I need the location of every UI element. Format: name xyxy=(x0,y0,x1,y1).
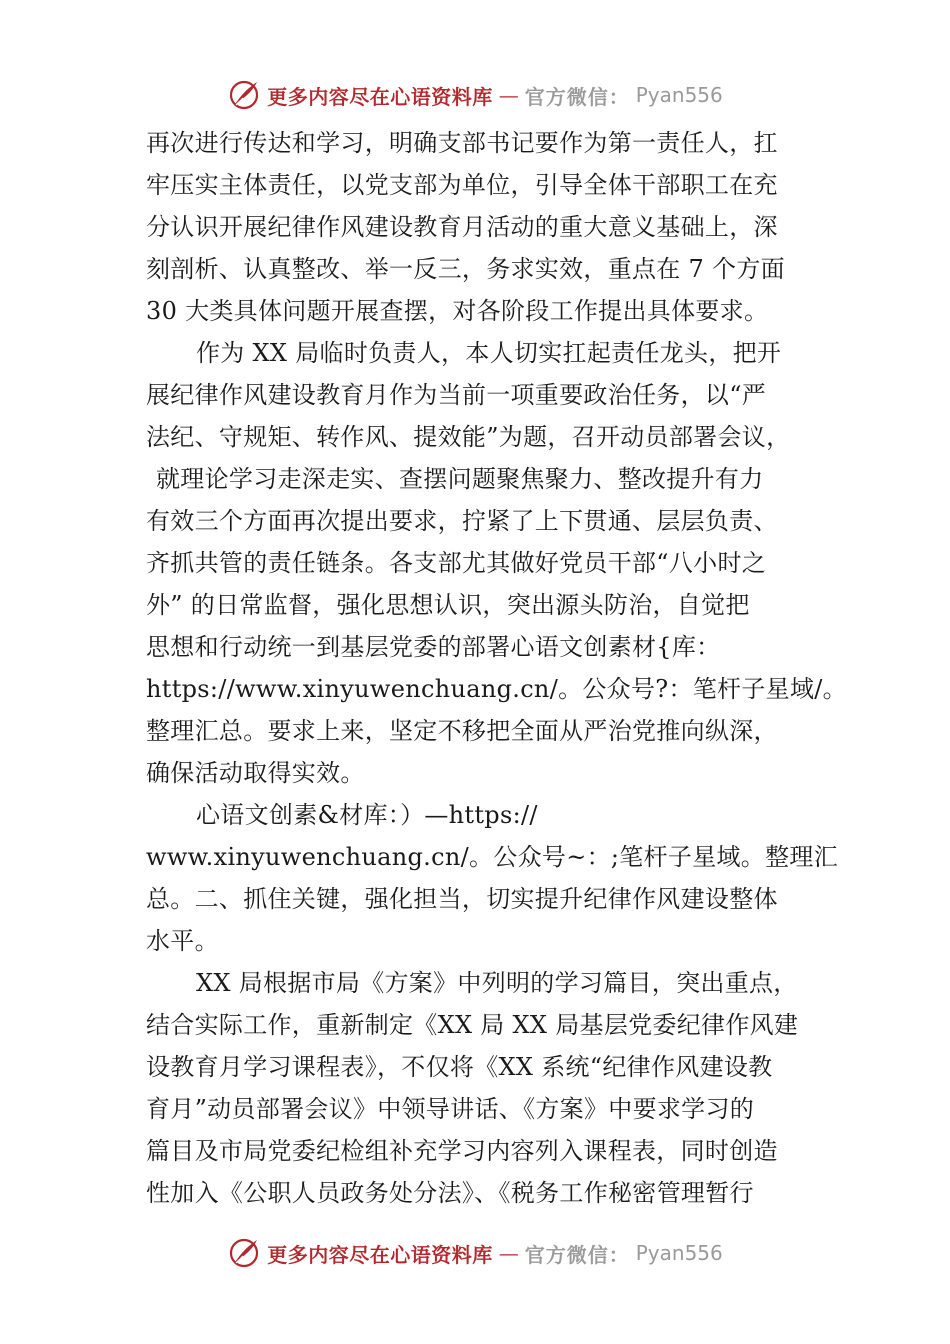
text-line: 30 大类具体问题开展查摆，对各阶段工作提出具体要求。 xyxy=(146,297,769,325)
text-line: 确保活动取得实效。 xyxy=(146,759,365,787)
text-line: 展纪律作风建设教育月作为当前一项重要政治任务，以“严 xyxy=(146,381,767,409)
watermark-footer xyxy=(0,1230,950,1276)
watermark-dash: — xyxy=(498,1241,519,1265)
text-line: 结合实际工作，重新制定《XX 局 XX 局基层党委纪律作风建 xyxy=(146,1011,799,1039)
text-line: 性加入《公职人员政务处分法》、《税务工作秘密管理暂行 xyxy=(146,1179,754,1207)
watermark-brand: 更多内容尽在心语资料库 xyxy=(267,1242,493,1267)
text-line: XX 局根据市局《方案》中列明的学习篇目，突出重点， xyxy=(196,969,798,997)
text-line: https://www.xinyuwenchuang.cn/。公众号?：笔杆子星域/。 xyxy=(146,675,847,703)
text-line: 作为 XX 局临时负责人，本人切实扛起责任龙头，把开 xyxy=(196,339,782,367)
text-line: 篇目及市局党委纪检组补充学习内容列入课程表，同时创造 xyxy=(146,1137,778,1165)
quill-logo-icon xyxy=(227,1236,261,1270)
text-line: 设教育月学习课程表》，不仅将《XX 系统“纪律作风建设教 xyxy=(146,1053,773,1081)
watermark-wechat-id: Pyan556 xyxy=(635,1241,723,1265)
text-line: 就理论学习走深走实、查摆问题聚焦聚力、整改提升有力 xyxy=(156,465,764,493)
text-line: 总。二、抓住关键，强化担当，切实提升纪律作风建设整体 xyxy=(146,885,778,913)
text-line: 水平。 xyxy=(146,927,219,955)
watermark-wechat-id: Pyan556 xyxy=(635,83,723,107)
quill-logo-icon xyxy=(227,78,261,112)
text-line: 法纪、守规矩、转作风、提效能”为题，召开动员部署会议， xyxy=(146,423,791,451)
watermark-wechat-label: 官方微信： xyxy=(524,1242,630,1267)
text-line: 牢压实主体责任，以党支部为单位，引导全体干部职工在充 xyxy=(146,171,778,199)
text-line: 齐抓共管的责任链条。各支部尤其做好党员干部“八小时之 xyxy=(146,549,767,577)
text-line: 思想和行动统一到基层党委的部署心语文创素材{库： xyxy=(146,633,721,661)
text-line: 育月”动员部署会议》中领导讲话、《方案》中要求学习的 xyxy=(146,1095,755,1123)
watermark-brand: 更多内容尽在心语资料库 xyxy=(267,84,493,109)
text-line: 整理汇总。要求上来，坚定不移把全面从严治党推向纵深， xyxy=(146,717,778,745)
text-line: 刻剖析、认真整改、举一反三，务求实效，重点在 7 个方面 xyxy=(146,255,785,283)
watermark-header xyxy=(0,72,950,118)
text-line: 再次进行传达和学习，明确支部书记要作为第一责任人，扛 xyxy=(146,129,778,157)
watermark-dash: — xyxy=(498,83,519,107)
text-line: 有效三个方面再次提出要求，拧紧了上下贯通、层层负责、 xyxy=(146,507,778,535)
text-line: 分认识开展纪律作风建设教育月活动的重大意义基础上，深 xyxy=(146,213,778,241)
text-line: 心语文创素&材库：）—https:// xyxy=(196,801,538,829)
text-line: www.xinyuwenchuang.cn/。公众号~：;笔杆子星域。整理汇 xyxy=(146,843,838,871)
text-line: 外” 的日常监督，强化思想认识，突出源头防治，自觉把 xyxy=(146,591,750,619)
document-body xyxy=(146,122,847,1214)
watermark-wechat-label: 官方微信： xyxy=(524,84,630,109)
